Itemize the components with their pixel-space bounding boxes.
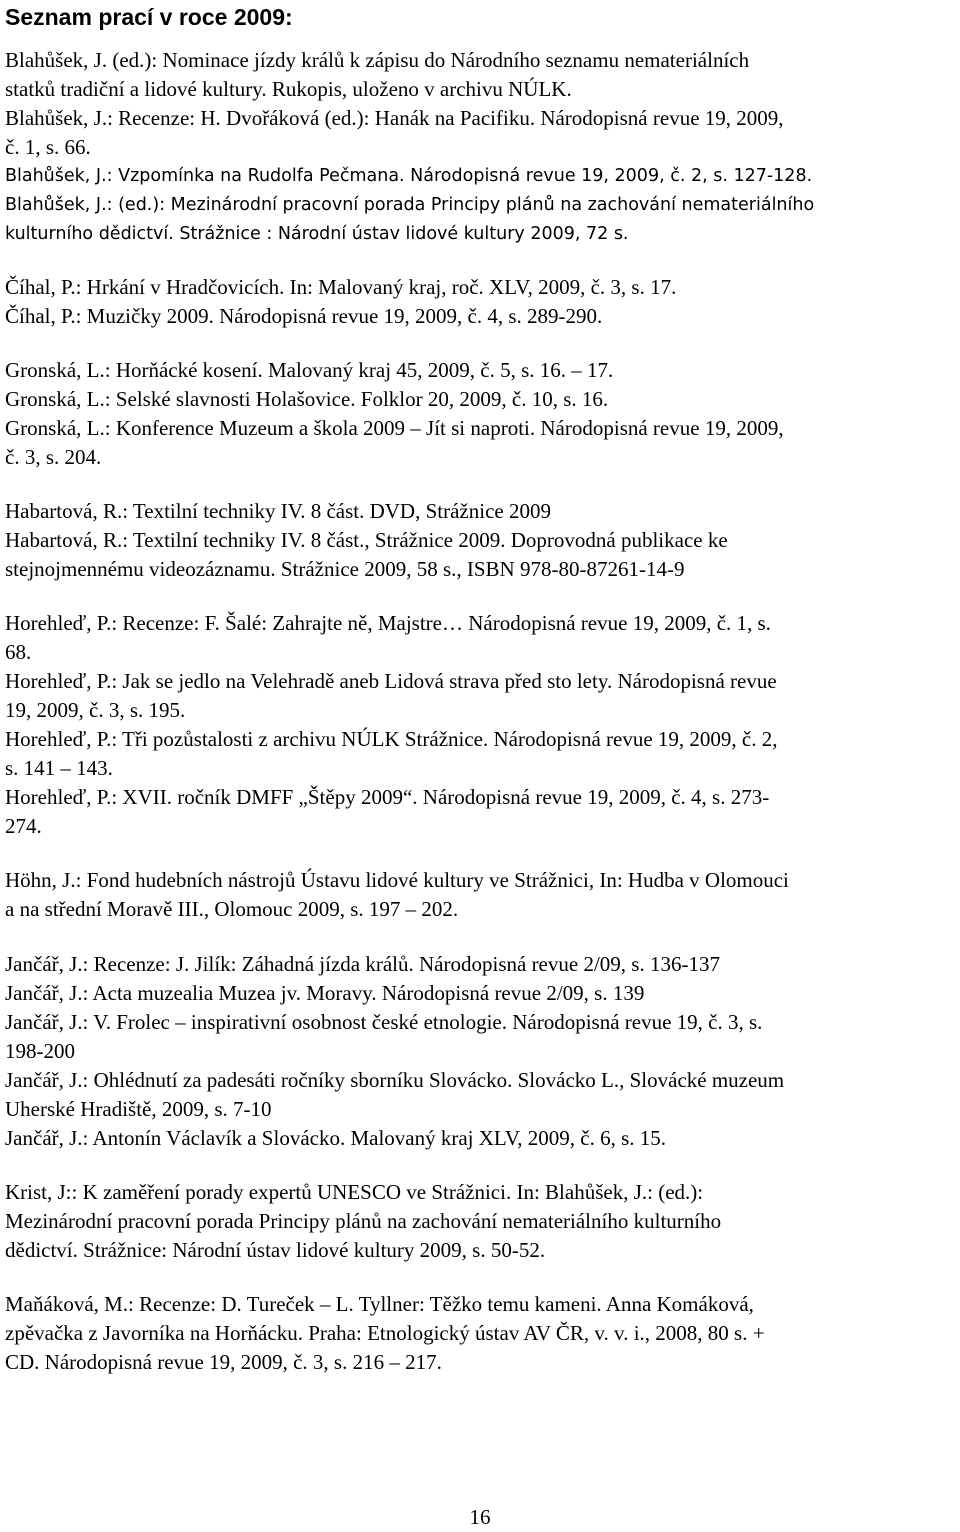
entry-line: Uherské Hradiště, 2009, s. 7-10 [5, 1097, 272, 1121]
entry-line: kulturního dědictví. Strážnice : Národní ústav lidové kultury 2009, 72 s. [5, 224, 629, 244]
entry-line: Blahůšek, J.: (ed.): Mezinárodní pracovní porada Principy plánů na zachování nemateriálního [5, 195, 815, 215]
entry-line: Habartová, R.: Textilní techniky IV. 8 část., Strážnice 2009. Doprovodná publikace ke [5, 528, 728, 552]
entry-line: Mezinárodní pracovní porada Principy plánů na zachování nemateriálního kulturního [5, 1209, 722, 1233]
entry-line: Maňáková, M.: Recenze: D. Tureček – L. Tyllner: Těžko temu kameni. Anna Komáková, [5, 1292, 754, 1316]
entry-line: Horehleď, P.: Jak se jedlo na Velehradě aneb Lidová strava před sto lety. Národopisná revue [5, 669, 777, 693]
entry-line: Jančář, J.: V. Frolec – inspirativní osobnost české etnologie. Národopisná revue 19, č. 3, s. [5, 1010, 763, 1034]
entry-line: 198-200 [5, 1039, 75, 1063]
entry-line: dědictví. Strážnice: Národní ústav lidové kultury 2009, s. 50-52. [5, 1238, 546, 1262]
entry-line: Horehleď, P.: Recenze: F. Šalé: Zahrajte ně, Majstre… Národopisná revue 19, 2009, č. 1, s. [5, 611, 771, 635]
entry-line: Krist, J:: K zaměření porady expertů UNESCO ve Strážnici. In: Blahůšek, J.: (ed.): [5, 1180, 704, 1204]
entry-line: Habartová, R.: Textilní techniky IV. 8 část. DVD, Strážnice 2009 [5, 499, 551, 523]
entry-line: a na střední Moravě III., Olomouc 2009, s. 197 – 202. [5, 897, 459, 921]
entry-line: Horehleď, P.: XVII. ročník DMFF „Štěpy 2009“. Národopisná revue 19, 2009, č. 4, s. 273- [5, 785, 770, 809]
entry-line: č. 1, s. 66. [5, 135, 91, 159]
entry-line: Číhal, P.: Muzičky 2009. Národopisná revue 19, 2009, č. 4, s. 289-290. [5, 304, 603, 328]
entry-line: Jančář, J.: Recenze: J. Jilík: Záhadná jízda králů. Národopisná revue 2/09, s. 136-137 [5, 952, 720, 976]
entry-line: CD. Národopisná revue 19, 2009, č. 3, s. 216 – 217. [5, 1350, 442, 1374]
entry-line: 68. [5, 640, 32, 664]
entry-line: Blahůšek, J.: Recenze: H. Dvořáková (ed.): Hanák na Pacifiku. Národopisná revue 19, 2009, [5, 106, 784, 130]
entry-line: stejnojmennému videozáznamu. Strážnice 2009, 58 s., ISBN 978-80-87261-14-9 [5, 557, 685, 581]
entry-line: statků tradiční a lidové kultury. Rukopis, uloženo v archivu NÚLK. [5, 77, 572, 101]
entry-line: 274. [5, 814, 42, 838]
entry-line: s. 141 – 143. [5, 756, 113, 780]
page-title: Seznam prací v roce 2009: [5, 4, 293, 30]
entry-line: Blahůšek, J. (ed.): Nominace jízdy králů k zápisu do Národního seznamu nemateriálních [5, 48, 750, 72]
entry-line: Höhn, J.: Fond hudebních nástrojů Ústavu lidové kultury ve Strážnici, In: Hudba v Olomouci [5, 868, 789, 892]
entry-line: Jančář, J.: Antonín Václavík a Slovácko. Malovaný kraj XLV, 2009, č. 6, s. 15. [5, 1126, 667, 1150]
entry-line: Číhal, P.: Hrkání v Hradčovicích. In: Malovaný kraj, roč. XLV, 2009, č. 3, s. 17. [5, 275, 677, 299]
entry-line: č. 3, s. 204. [5, 445, 102, 469]
page-number: 16 [469, 1505, 491, 1529]
entry-line: Gronská, L.: Horňácké kosení. Malovaný kraj 45, 2009, č. 5, s. 16. – 17. [5, 358, 614, 382]
entry-line: Gronská, L.: Konference Muzeum a škola 2009 – Jít si naproti. Národopisná revue 19, 2009, [5, 416, 784, 440]
entry-line: Horehleď, P.: Tři pozůstalosti z archivu NÚLK Strážnice. Národopisná revue 19, 2009, č. 2, [5, 727, 778, 751]
entry-line: Jančář, J.: Ohlédnutí za padesáti ročníky sborníku Slovácko. Slovácko L., Slovácké muzeum [5, 1068, 785, 1092]
entry-line: Jančář, J.: Acta muzealia Muzea jv. Moravy. Národopisná revue 2/09, s. 139 [5, 981, 645, 1005]
entry-line: Gronská, L.: Selské slavnosti Holašovice. Folklor 20, 2009, č. 10, s. 16. [5, 387, 609, 411]
entry-line: 19, 2009, č. 3, s. 195. [5, 698, 186, 722]
entry-line: zpěvačka z Javorníka na Horňácku. Praha: Etnologický ústav AV ČR, v. v. i., 2008, 80 s. + [5, 1321, 765, 1345]
entry-line: Blahůšek, J.: Vzpomínka na Rudolfa Pečmana. Národopisná revue 19, 2009, č. 2, s. 127-128. [5, 166, 813, 186]
